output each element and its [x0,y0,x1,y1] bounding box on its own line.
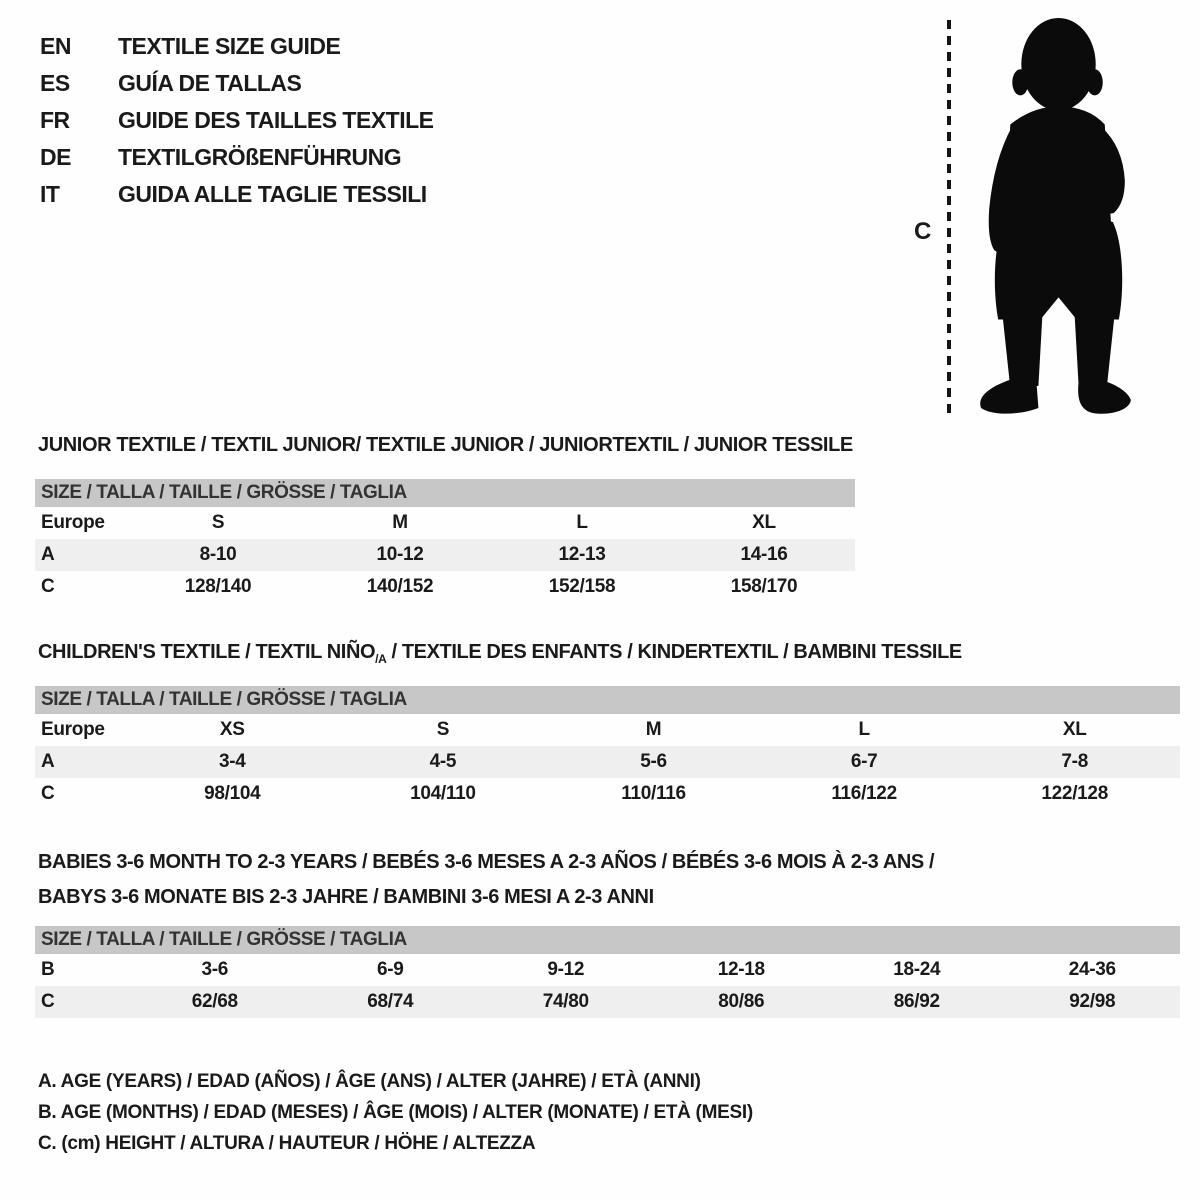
table-row-months [35,954,1180,986]
row-label: B [41,959,55,980]
row-label: C [41,783,55,804]
age-cell: 5-6 [640,751,667,772]
height-cell: 122/128 [1041,783,1108,804]
language-label: GUIDE DES TAILLES TEXTILE [118,107,434,133]
row-label: C [41,991,55,1012]
language-label: GUÍA DE TALLAS [118,70,302,96]
height-cell: 128/140 [184,576,252,597]
months-cell: 18-24 [893,959,941,980]
row-label: Europe [41,512,105,533]
height-cell: 68/74 [367,991,414,1012]
size-header-bar: SIZE / TALLA / TAILLE / GRÖSSE / TAGLIA [35,686,1180,714]
language-code: ES [40,70,70,96]
legend [38,1066,753,1159]
age-cell: 14-16 [740,544,788,565]
months-cell: 12-18 [717,959,765,980]
language-label: TEXTILE SIZE GUIDE [118,33,341,59]
height-cell: 158/170 [730,576,798,597]
height-cell: 116/122 [831,783,897,804]
table-row-age [35,539,855,571]
size-cell: XL [1062,719,1087,740]
children-title-prefix: CHILDREN'S TEXTILE / TEXTIL NIÑO [38,641,376,663]
language-code: IT [40,181,60,207]
age-cell: 4-5 [429,751,457,772]
table-row-height [35,986,1180,1018]
height-cell: 92/98 [1069,991,1116,1012]
age-cell: 3-4 [219,751,246,772]
row-label: Europe [41,719,105,740]
height-dashed-line [947,20,951,416]
language-row-de [40,139,434,176]
table-row-height [35,571,855,603]
babies-title-line1: BABIES 3-6 MONTH TO 2-3 YEARS / BEBÉS 3-6 MESES A 2-3 AÑOS / BÉBÉS 3-6 MOIS À 2-3 ANS / [38,851,935,873]
language-row-it [40,176,434,213]
language-code: EN [40,33,71,59]
children-title-subscript: /A [375,652,387,666]
size-cell: M [392,512,408,533]
height-cell: 110/116 [621,783,686,804]
height-cell: 152/158 [548,576,616,597]
months-cell: 9-12 [547,959,585,980]
age-cell: 6-7 [850,751,878,772]
table-row-europe [35,714,1180,746]
junior-size-table [35,479,855,603]
legend-line-c: C. (cm) HEIGHT / ALTURA / HAUTEUR / HÖHE / ALTEZZA [38,1133,536,1154]
language-code: FR [40,107,70,133]
size-header-bar: SIZE / TALLA / TAILLE / GRÖSSE / TAGLIA [35,479,855,507]
age-cell: 12-13 [558,544,606,565]
height-cell: 62/68 [191,991,238,1012]
size-cell: M [645,719,662,740]
months-cell: 6-9 [376,959,404,980]
height-cell: 86/92 [893,991,940,1012]
row-label: A [41,544,55,565]
babies-size-table [35,926,1180,1018]
language-label: TEXTILGRÖßENFÜHRUNG [118,144,402,170]
toddler-silhouette-image [970,16,1138,418]
children-size-table [35,686,1180,810]
language-row-en [40,28,434,65]
height-measure-label: C [914,218,932,245]
legend-line-b: B. AGE (MONTHS) / EDAD (MESES) / ÂGE (MOIS) / ALTER (MONATE) / ETÀ (MESI) [38,1102,753,1123]
size-cell: XL [752,512,776,533]
months-cell: 3-6 [201,959,229,980]
size-cell: L [576,512,588,533]
height-cell: 104/110 [410,783,476,804]
language-code: DE [40,144,71,170]
row-label: A [41,751,55,772]
age-cell: 7-8 [1061,751,1088,772]
section-title-babies [38,845,934,915]
language-header [40,28,434,213]
size-cell: L [858,719,870,740]
size-cell: S [211,512,225,533]
language-row-es [40,65,434,102]
height-cell: 80/86 [718,991,765,1012]
language-row-fr [40,102,434,139]
age-cell: 8-10 [199,544,237,565]
legend-line-a: A. AGE (YEARS) / EDAD (AÑOS) / ÂGE (ANS) / ALTER (JAHRE) / ETÀ (ANNI) [38,1071,701,1092]
age-cell: 10-12 [376,544,424,565]
babies-title-line2: BABYS 3-6 MONATE BIS 2-3 JAHRE / BAMBINI 3-6 MESI A 2-3 ANNI [38,886,654,908]
table-row-height [35,778,1180,810]
height-cell: 74/80 [542,991,589,1012]
row-label: C [41,576,55,597]
size-header-bar: SIZE / TALLA / TAILLE / GRÖSSE / TAGLIA [35,926,1180,954]
height-cell: 140/152 [366,576,434,597]
section-title-junior: JUNIOR TEXTILE / TEXTIL JUNIOR/ TEXTILE JUNIOR / JUNIORTEXTIL / JUNIOR TESSILE [38,434,853,456]
height-cell: 98/104 [204,783,261,804]
size-cell: XS [219,719,245,740]
months-cell: 24-36 [1068,959,1116,980]
section-title-children [38,641,962,666]
table-row-europe [35,507,855,539]
children-title-suffix: / TEXTILE DES ENFANTS / KINDERTEXTIL / BAMBINI TESSILE [386,641,962,663]
table-row-age [35,746,1180,778]
language-label: GUIDA ALLE TAGLIE TESSILI [118,181,427,207]
size-cell: S [436,719,450,740]
